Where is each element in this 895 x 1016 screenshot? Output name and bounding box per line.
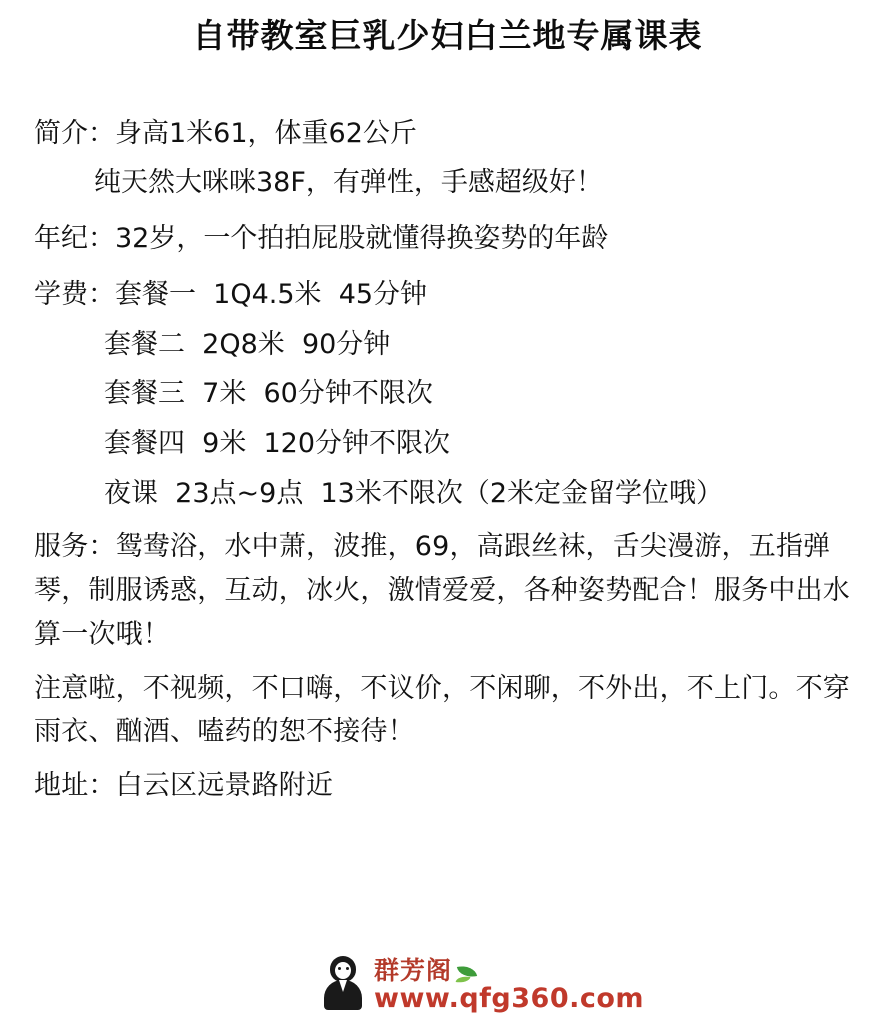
watermark-brand-row <box>374 958 480 985</box>
address-line: 地址：白云区远景路附近 <box>34 770 334 802</box>
avatar-eye-right <box>346 967 349 970</box>
avatar-collar <box>339 980 347 992</box>
avatar-eye-left <box>338 967 341 970</box>
avatar-face <box>335 962 351 979</box>
fee-line-4: 套餐四 9米 120分钟不限次 <box>104 428 451 459</box>
watermark-site-name: 群芳阁 <box>374 956 453 985</box>
document-body <box>34 112 861 808</box>
site-watermark <box>318 954 644 1012</box>
leaf-icon <box>454 963 480 985</box>
avatar-icon <box>318 954 370 1012</box>
avatar-body <box>324 980 362 1010</box>
fee-line-5: 夜课 23点~9点 13米不限次（2米定金留学位哦） <box>104 477 724 509</box>
document-page <box>0 16 895 1016</box>
fee-line-2: 套餐二 2Q8米 90分钟 <box>104 328 391 360</box>
service-paragraph: 服务：鸳鸯浴，水中萧，波推，69，高跟丝袜，舌尖漫游，五指弹琴，制服诱惑，互动，冰火，激情爱爱，各种姿势配合！服务中出水算一次哦！ <box>34 531 850 650</box>
intro-line-1: 简介：身高1米61，体重62公斤 <box>34 117 417 149</box>
intro-line-2: 纯天然大咪咪38F，有弹性，手感超级好！ <box>94 167 603 199</box>
page-right-margin <box>889 16 895 1016</box>
watermark-text-block <box>374 958 644 1012</box>
age-line: 年纪：32岁，一个拍拍屁股就懂得换姿势的年龄 <box>34 223 609 255</box>
notice-paragraph: 注意啦，不视频，不口嗨，不议价，不闲聊，不外出，不上门。不穿雨衣、酗酒、嗑药的恕不接待！ <box>34 672 850 748</box>
page-title: 自带教室巨乳少妇白兰地专属课表 <box>192 16 703 55</box>
avatar-head <box>330 956 356 982</box>
fee-line-1: 学费：套餐一 1Q4.5米 45分钟 <box>34 278 428 310</box>
fee-line-3: 套餐三 7米 60分钟不限次 <box>104 378 433 410</box>
watermark-url: www.qfg360.com <box>374 983 645 1014</box>
